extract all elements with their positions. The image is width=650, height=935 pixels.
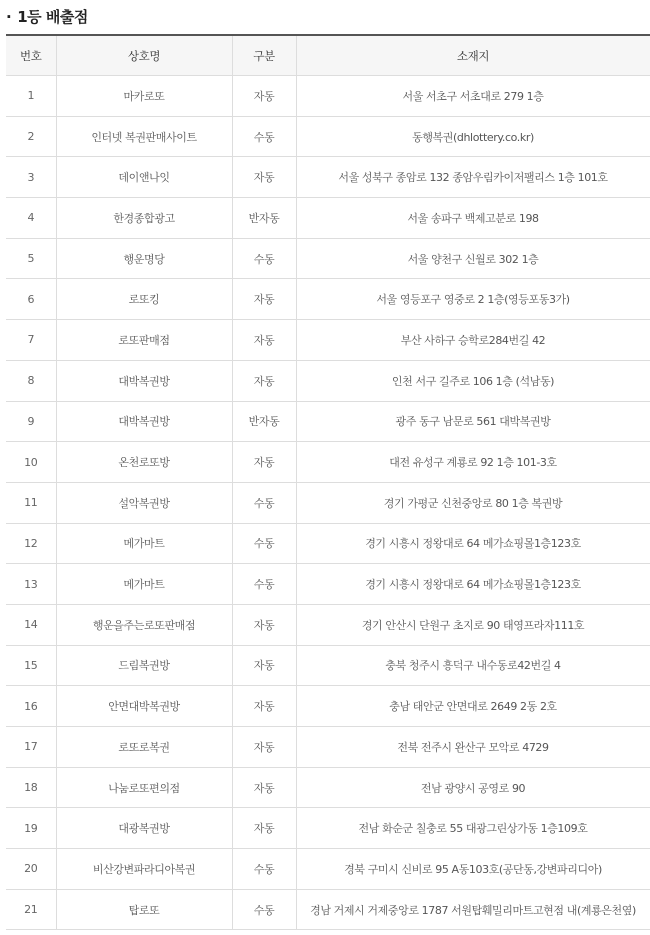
table-row	[6, 401, 650, 442]
table-row	[6, 157, 650, 198]
table-row	[6, 116, 650, 157]
cell-store-name: 나눔로또편의점	[56, 767, 232, 808]
cell-number: 7	[6, 320, 56, 361]
cell-address: 서울 서초구 서초대로 279 1층	[296, 76, 650, 117]
cell-address: 충남 태안군 안면대로 2649 2동 2호	[296, 686, 650, 727]
cell-address: 인천 서구 길주로 106 1층 (석남동)	[296, 360, 650, 401]
cell-store-name: 드림복권방	[56, 645, 232, 686]
table-row	[6, 320, 650, 361]
cell-address: 전남 화순군 칠충로 55 대광그린상가동 1층109호	[296, 808, 650, 849]
cell-address: 경기 안산시 단원구 초지로 90 태영프라자111호	[296, 604, 650, 645]
cell-type: 반자동	[232, 401, 296, 442]
cell-type: 자동	[232, 157, 296, 198]
cell-store-name: 대광복권방	[56, 808, 232, 849]
cell-type: 수동	[232, 523, 296, 564]
cell-address: 경기 시흥시 정왕대로 64 메가쇼핑몰1층123호	[296, 564, 650, 605]
cell-type: 자동	[232, 686, 296, 727]
table-row	[6, 198, 650, 239]
cell-address: 경북 구미시 신비로 95 A동103호(공단동,강변파리디아)	[296, 849, 650, 890]
cell-number: 21	[6, 889, 56, 930]
cell-number: 2	[6, 116, 56, 157]
cell-address: 서울 성북구 종암로 132 종암우림카이저팰리스 1층 101호	[296, 157, 650, 198]
cell-store-name: 비산강변파라디아복권	[56, 849, 232, 890]
cell-number: 6	[6, 279, 56, 320]
cell-type: 반자동	[232, 198, 296, 239]
cell-number: 8	[6, 360, 56, 401]
table-row	[6, 238, 650, 279]
section-title-text: 1등 배출점	[17, 8, 88, 26]
cell-type: 자동	[232, 808, 296, 849]
cell-number: 20	[6, 849, 56, 890]
cell-type: 자동	[232, 442, 296, 483]
cell-address: 전남 광양시 공영로 90	[296, 767, 650, 808]
section-title	[6, 6, 88, 24]
cell-address: 서울 양천구 신월로 302 1층	[296, 238, 650, 279]
table-row	[6, 808, 650, 849]
cell-number: 14	[6, 604, 56, 645]
cell-type: 자동	[232, 604, 296, 645]
cell-type: 자동	[232, 279, 296, 320]
cell-store-name: 행운을주는로또판매점	[56, 604, 232, 645]
cell-type: 수동	[232, 238, 296, 279]
cell-address: 충북 청주시 흥덕구 내수동로42번길 4	[296, 645, 650, 686]
cell-number: 4	[6, 198, 56, 239]
cell-type: 자동	[232, 727, 296, 768]
cell-type: 수동	[232, 889, 296, 930]
table-row	[6, 523, 650, 564]
table-row	[6, 279, 650, 320]
table-row	[6, 482, 650, 523]
cell-store-name: 대박복권방	[56, 401, 232, 442]
cell-address: 대전 유성구 계룡로 92 1층 101-3호	[296, 442, 650, 483]
cell-type: 자동	[232, 360, 296, 401]
cell-number: 1	[6, 76, 56, 117]
cell-address: 경기 시흥시 정왕대로 64 메가쇼핑몰1층123호	[296, 523, 650, 564]
cell-number: 5	[6, 238, 56, 279]
table-body	[6, 76, 650, 930]
cell-type: 수동	[232, 116, 296, 157]
cell-store-name: 로또로복권	[56, 727, 232, 768]
table-row	[6, 686, 650, 727]
cell-type: 수동	[232, 564, 296, 605]
table-row	[6, 645, 650, 686]
cell-address: 광주 동구 남문로 561 대박복권방	[296, 401, 650, 442]
cell-store-name: 인터넷 복권판매사이트	[56, 116, 232, 157]
cell-type: 자동	[232, 320, 296, 361]
cell-number: 16	[6, 686, 56, 727]
cell-number: 11	[6, 482, 56, 523]
cell-number: 19	[6, 808, 56, 849]
table-row	[6, 442, 650, 483]
cell-type: 수동	[232, 482, 296, 523]
cell-store-name: 설악복권방	[56, 482, 232, 523]
cell-store-name: 로또판매점	[56, 320, 232, 361]
cell-address: 경기 가평군 신천중앙로 80 1층 복권방	[296, 482, 650, 523]
cell-address: 경남 거제시 거제중앙로 1787 서원탑훼밀리마트고현점 내(계룡은천옆)	[296, 889, 650, 930]
cell-number: 12	[6, 523, 56, 564]
table-row	[6, 564, 650, 605]
cell-store-name: 마카로또	[56, 76, 232, 117]
cell-store-name: 탑로또	[56, 889, 232, 930]
cell-address: 서울 송파구 백제고분로 198	[296, 198, 650, 239]
cell-number: 13	[6, 564, 56, 605]
cell-store-name: 행운명당	[56, 238, 232, 279]
table-row	[6, 360, 650, 401]
cell-store-name: 한경종합광고	[56, 198, 232, 239]
cell-address: 전북 전주시 완산구 모악로 4729	[296, 727, 650, 768]
cell-store-name: 메가마트	[56, 523, 232, 564]
cell-number: 3	[6, 157, 56, 198]
table-row	[6, 889, 650, 930]
cell-number: 17	[6, 727, 56, 768]
cell-type: 자동	[232, 645, 296, 686]
table-row	[6, 727, 650, 768]
winners-table	[6, 34, 650, 930]
cell-number: 15	[6, 645, 56, 686]
header-address: 소재지	[296, 35, 650, 76]
table-row	[6, 76, 650, 117]
cell-address: 서울 영등포구 영중로 2 1층(영등포동3가)	[296, 279, 650, 320]
table-row	[6, 767, 650, 808]
cell-address: 동행복권(dhlottery.co.kr)	[296, 116, 650, 157]
cell-type: 자동	[232, 76, 296, 117]
header-type: 구분	[232, 35, 296, 76]
table-row	[6, 604, 650, 645]
cell-number: 10	[6, 442, 56, 483]
cell-store-name: 온천로또방	[56, 442, 232, 483]
cell-store-name: 로또킹	[56, 279, 232, 320]
bullet-icon: ·	[6, 8, 12, 26]
table-header-row	[6, 35, 650, 76]
cell-address: 부산 사하구 승학로284번길 42	[296, 320, 650, 361]
cell-type: 수동	[232, 849, 296, 890]
table-row	[6, 849, 650, 890]
header-store-name: 상호명	[56, 35, 232, 76]
cell-store-name: 데이앤나잇	[56, 157, 232, 198]
header-number: 번호	[6, 35, 56, 76]
cell-type: 자동	[232, 767, 296, 808]
cell-store-name: 메가마트	[56, 564, 232, 605]
cell-number: 9	[6, 401, 56, 442]
cell-number: 18	[6, 767, 56, 808]
cell-store-name: 안면대박복권방	[56, 686, 232, 727]
cell-store-name: 대박복권방	[56, 360, 232, 401]
